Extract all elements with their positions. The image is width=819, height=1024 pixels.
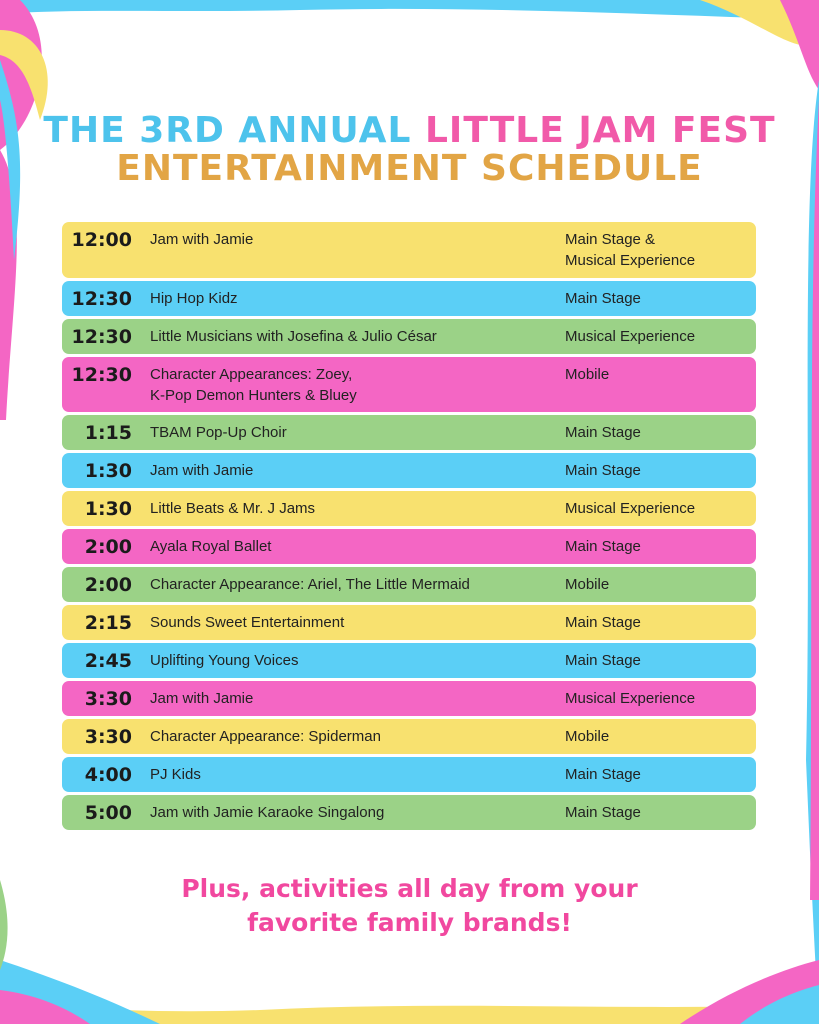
schedule-row <box>62 491 756 526</box>
schedule-time: 1:30 <box>84 498 132 520</box>
schedule-activity: TBAM Pop-Up Choir <box>150 424 287 441</box>
schedule-location: Musical Experience <box>565 328 696 345</box>
footer-line2: favorite family brands! <box>247 908 572 937</box>
schedule-row <box>62 415 756 450</box>
schedule-location: Mobile <box>565 366 610 383</box>
schedule-activity: Character Appearances: Zoey, K-Pop Demon Hunters & Bluey <box>150 366 357 404</box>
schedule-time: 12:30 <box>71 288 132 310</box>
schedule-location: Main Stage <box>565 652 641 669</box>
schedule-time: 2:00 <box>84 536 132 558</box>
schedule-time: 3:30 <box>84 688 132 710</box>
schedule-row <box>62 757 756 792</box>
schedule-row <box>62 681 756 716</box>
schedule-time: 1:15 <box>84 422 132 444</box>
schedule-location: Musical Experience <box>565 500 696 517</box>
schedule-location: Musical Experience <box>565 690 696 707</box>
schedule-location: Main Stage & Musical Experience <box>565 231 696 269</box>
footer-note <box>0 872 819 940</box>
schedule-activity: Jam with Jamie <box>150 462 254 479</box>
border-top-blue <box>0 0 819 20</box>
schedule-time: 4:00 <box>84 764 132 786</box>
schedule-activity: Little Beats & Mr. J Jams <box>150 500 316 517</box>
schedule-activity: Character Appearance: Spiderman <box>150 728 381 745</box>
schedule-location: Main Stage <box>565 766 641 783</box>
schedule-table <box>62 222 756 833</box>
schedule-row <box>62 719 756 754</box>
schedule-row <box>62 643 756 678</box>
schedule-row <box>62 795 756 830</box>
schedule-activity: Jam with Jamie <box>150 690 254 707</box>
schedule-activity: Hip Hop Kidz <box>150 290 238 307</box>
schedule-time: 2:45 <box>84 650 132 672</box>
schedule-activity: Uplifting Young Voices <box>150 652 299 669</box>
schedule-time: 12:30 <box>71 326 132 348</box>
schedule-time: 2:00 <box>84 574 132 596</box>
schedule-location: Main Stage <box>565 424 641 441</box>
schedule-activity: Ayala Royal Ballet <box>150 538 272 555</box>
schedule-time: 3:30 <box>84 726 132 748</box>
schedule-row <box>62 529 756 564</box>
schedule-row <box>62 281 756 316</box>
schedule-time: 5:00 <box>84 802 132 824</box>
schedule-activity: Jam with Jamie <box>150 231 254 248</box>
schedule-location: Main Stage <box>565 290 641 307</box>
schedule-row <box>62 357 756 412</box>
schedule-time: 12:00 <box>71 229 132 251</box>
schedule-row <box>62 222 756 278</box>
footer-line1: Plus, activities all day from your <box>181 874 638 903</box>
schedule-activity: Little Musicians with Josefina & Julio César <box>150 328 437 345</box>
schedule-location: Mobile <box>565 576 610 593</box>
schedule-row <box>62 605 756 640</box>
event-name: LITTLE JAM FEST <box>424 110 776 151</box>
schedule-activity: Sounds Sweet Entertainment <box>150 614 345 631</box>
schedule-location: Main Stage <box>565 538 641 555</box>
schedule-row <box>62 319 756 354</box>
schedule-activity: Jam with Jamie Karaoke Singalong <box>150 804 385 821</box>
title-prefix: THE 3RD ANNUAL <box>43 110 412 151</box>
schedule-time: 2:15 <box>84 612 132 634</box>
schedule-row <box>62 453 756 488</box>
schedule-activity: PJ Kids <box>150 766 201 783</box>
schedule-location: Mobile <box>565 728 610 745</box>
schedule-time: 1:30 <box>84 460 132 482</box>
schedule-time: 12:30 <box>71 364 132 386</box>
schedule-location: Main Stage <box>565 614 641 631</box>
page-title-line1 <box>0 110 819 151</box>
schedule-location: Main Stage <box>565 804 641 821</box>
schedule-row <box>62 567 756 602</box>
schedule-activity: Character Appearance: Ariel, The Little Mermaid <box>150 576 470 593</box>
schedule-location: Main Stage <box>565 462 641 479</box>
page-title-line2: ENTERTAINMENT SCHEDULE <box>116 148 703 189</box>
